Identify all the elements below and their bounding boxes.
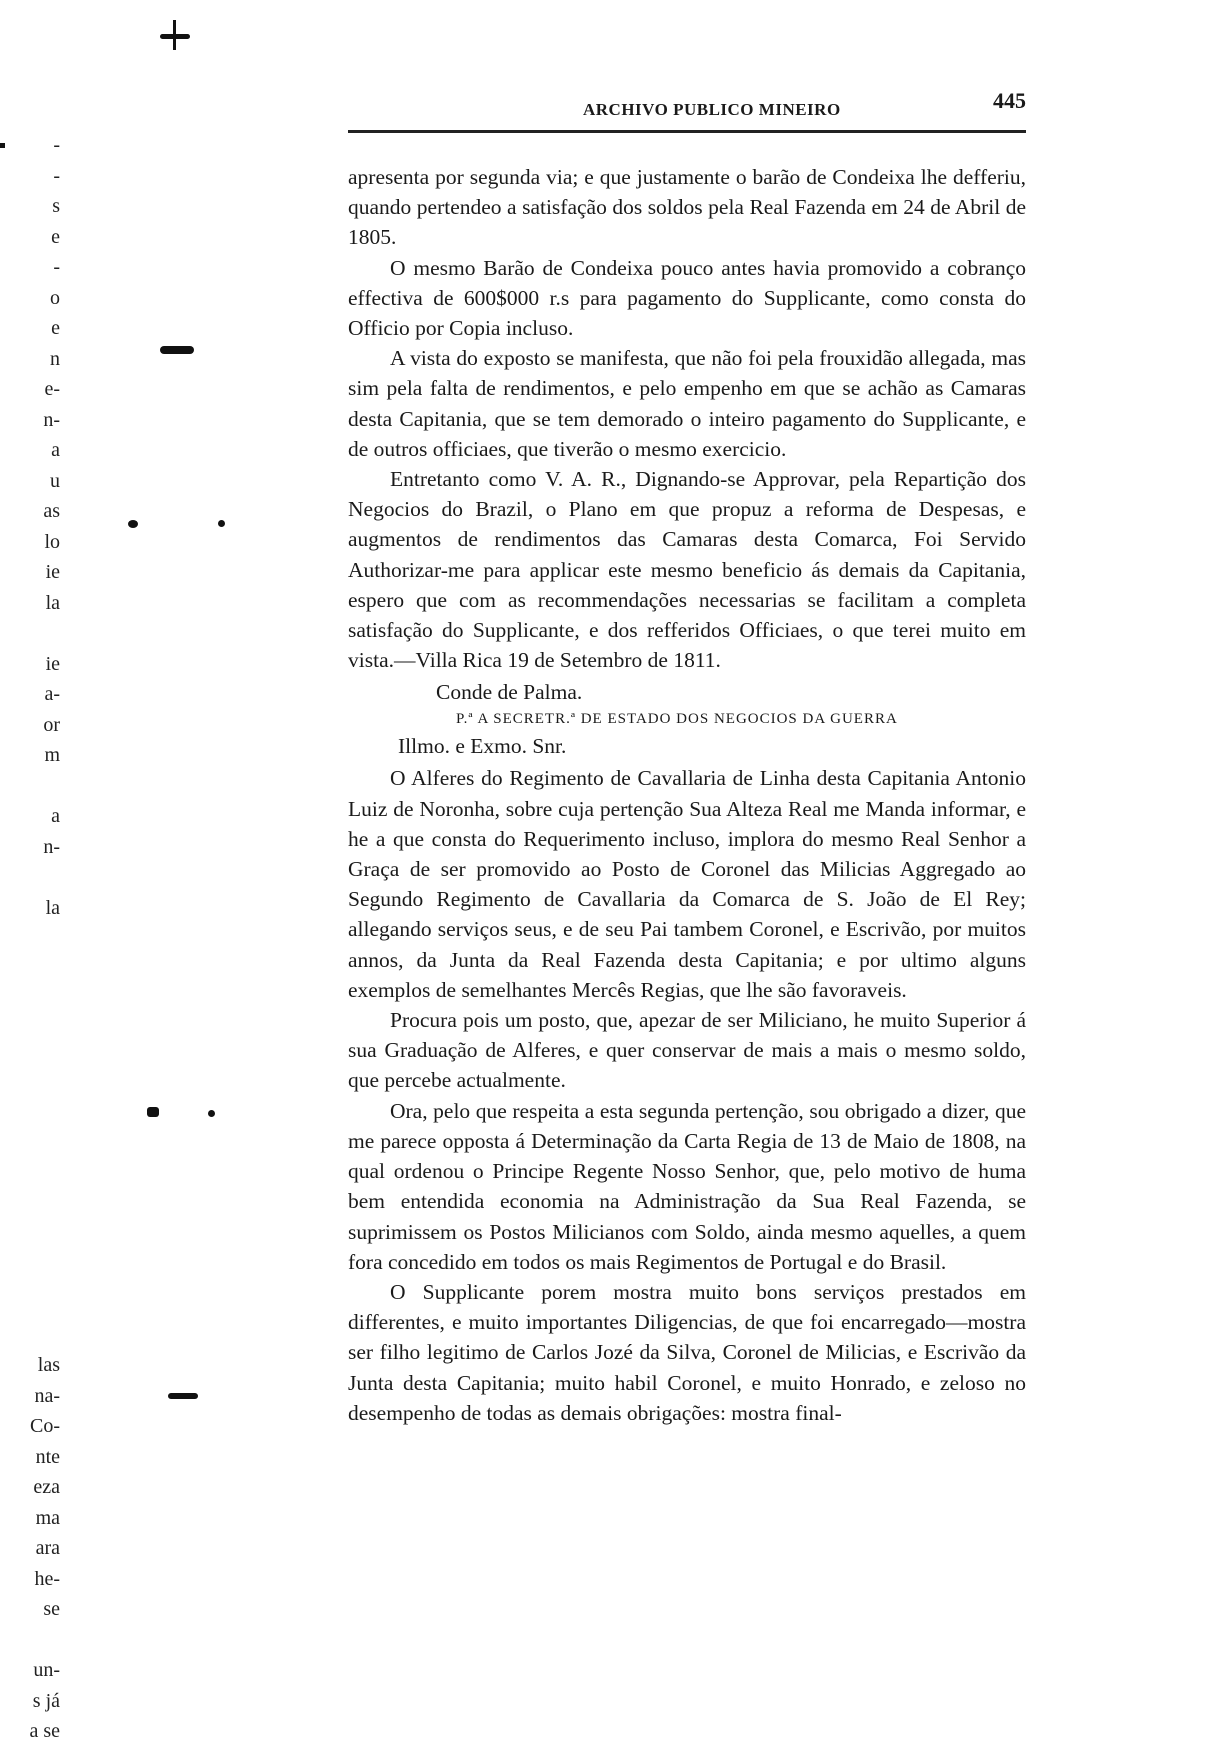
- margin-fragment: as: [43, 500, 60, 522]
- scan-speck: [128, 520, 138, 528]
- margin-fragment: s já: [32, 1689, 60, 1712]
- margin-fragment: or: [43, 713, 60, 736]
- margin-fragment: [0, 1320, 60, 1351]
- margin-fragment: [0, 1045, 60, 1076]
- margin-fragment: n-: [43, 835, 60, 858]
- scan-speck: [208, 1110, 215, 1117]
- margin-fragment: e-: [44, 378, 60, 400]
- margin-fragment: las: [37, 1354, 60, 1376]
- signature: Conde de Palma.: [436, 680, 583, 705]
- margin-fragment: [0, 1137, 60, 1168]
- margin-fragment: ie: [45, 561, 60, 583]
- margin-fragment: ma: [35, 1506, 60, 1529]
- margin-fragment: [0, 1228, 60, 1259]
- salutation: Illmo. e Exmo. Snr.: [398, 734, 567, 759]
- left-margin-fragments: [0, 130, 60, 1747]
- margin-fragment: Co-: [30, 1415, 60, 1437]
- margin-fragment: nte: [35, 1445, 60, 1468]
- margin-fragment: [0, 1198, 60, 1229]
- margin-fragment: [0, 1076, 60, 1107]
- margin-fragment: s: [52, 195, 60, 217]
- margin-fragment: se: [43, 1598, 60, 1620]
- margin-fragment: o: [50, 286, 60, 309]
- margin-fragment: [0, 1167, 60, 1198]
- margin-fragment: eza: [33, 1476, 60, 1498]
- page-number: 445: [993, 88, 1026, 113]
- margin-fragment: a se: [29, 1720, 60, 1742]
- scan-speck: [173, 20, 176, 50]
- section-title: P.ª A SECRETR.ª DE ESTADO DOS NEGOCIOS DA GUERRA: [456, 711, 898, 728]
- margin-fragment: [0, 1259, 60, 1290]
- page-header: [348, 86, 1026, 130]
- margin-fragment: u: [50, 469, 60, 492]
- margin-fragment: a-: [44, 683, 60, 705]
- paragraph: apresenta por segunda via; e que justamente o barão de Condeixa lhe defferiu, quando pertendeo a satisfação dos soldos pela Real Fazenda em 24 de Abril de 1805.: [348, 165, 1026, 250]
- margin-fragment: ie: [45, 652, 60, 675]
- margin-fragment: [0, 862, 60, 893]
- margin-fragment: un-: [33, 1659, 60, 1681]
- scan-speck: [218, 520, 225, 527]
- margin-fragment: [0, 923, 60, 954]
- scan-speck: [168, 1393, 198, 1399]
- margin-fragment: [0, 984, 60, 1015]
- margin-fragment: n: [50, 347, 60, 370]
- margin-fragment: -: [53, 134, 60, 156]
- margin-fragment: [0, 1625, 60, 1656]
- margin-fragment: e: [51, 317, 60, 339]
- scan-speck: [0, 143, 5, 148]
- paragraph: O Supplicante porem mostra muito bons serviços prestados em differentes, e muito importantes Diligencias, de que foi encarregado—mostra ser filho legitimo de Carlos Jozé da Silva, Coronel de Milicias, e Escrivão da Junta desta Capitania; muito habil Coronel, e muito Honrado, e zeloso no desempenho de todas as demais obrigações: mostra final-: [348, 1279, 1026, 1425]
- paragraph: Ora, pelo que respeita a esta segunda pertenção, sou obrigado a dizer, que me parece opposta á Determinação da Carta Regia de 13 de Maio de 1808, na qual ordenou o Principe Regente Nosso Senhor, que, pelo motivo de huma bem entendida economia na Administração da Sua Real Fazenda, se suprimissem os Postos Milicianos com Soldo, ainda mesmo aquelles, a quem fora concedido em todos os mais Regimentos de Portugal e do Brasil.: [348, 1098, 1026, 1274]
- margin-fragment: n-: [43, 408, 60, 431]
- margin-fragment: [0, 771, 60, 802]
- margin-fragment: [0, 1015, 60, 1046]
- paragraph: O mesmo Barão de Condeixa pouco antes havia promovido a cobranço effectiva de 600$000 r.s para pagamento do Supplicante, como consta do Officio por Copia incluso.: [348, 255, 1026, 341]
- paragraph: O Alferes do Regimento de Cavallaria de Linha desta Capitania Antonio Luiz de Noronha, sobre cuja pertenção Sua Alteza Real me Manda informar, e he a que consta do Requerimento incluso, implora do mesmo Real Senhor a Graça de ser promovido ao Posto de Coronel das Milicias Aggregado ao Segundo Regimento de Cavallaria da Comarca de S. João de El Rey; allegando serviços seus, e de seu Pai tambem Coronel, e Escrivão, por muitos annos, da Junta da Real Fazenda desta Capitania; e por ultimo alguns exemplos de semelhantes Mercês Regias, que lhe são favoraveis.: [348, 766, 1026, 1002]
- margin-fragment: -: [53, 256, 60, 278]
- paragraph: Entretanto como V. A. R., Dignando-se Approvar, pela Repartição dos Negocios do Brazil, o Plano em que propuz a reforma de Despesas, e augmentos de rendimentos das Camaras desta Comarca, Foi Servido Authorizar-me para applicar este mesmo beneficio ás demais da Capitania, espero que com as recommendações necessarias se facilitam a completa satisfação do Supplicante, e dos refferidos Officiaes, o que terei muito em vista.—Villa Rica 19 de Setembro de 1811.: [348, 467, 1026, 673]
- margin-fragment: e: [51, 225, 60, 248]
- scan-speck: [147, 1107, 159, 1117]
- margin-fragment: -: [53, 164, 60, 187]
- scan-speck: [160, 346, 194, 354]
- paragraph: A vista do exposto se manifesta, que não foi pela frouxidão allegada, mas sim pela falta de rendimentos, e pelo empenho em que se achão as Camaras desta Capitania, que se tem demorado o inteiro pagamento do Supplicante, e de outros officiaes, que tiverão o mesmo exercicio.: [348, 346, 1026, 461]
- margin-fragment: la: [45, 591, 60, 614]
- margin-fragment: ara: [35, 1537, 60, 1559]
- margin-fragment: a: [51, 439, 60, 461]
- margin-fragment: la: [45, 896, 60, 919]
- margin-fragment: lo: [44, 530, 60, 553]
- paragraph: Procura pois um posto, que, apezar de ser Miliciano, he muito Superior á sua Graduação de Alferes, e quer conservar de mais a mais o mesmo soldo, que percebe actualmente.: [348, 1008, 1026, 1093]
- margin-fragment: [0, 954, 60, 985]
- margin-fragment: [0, 1106, 60, 1137]
- margin-fragment: [0, 1289, 60, 1320]
- page-body: [348, 162, 1026, 1428]
- margin-fragment: he-: [34, 1567, 60, 1590]
- margin-fragment: m: [44, 744, 60, 766]
- margin-fragment: na-: [34, 1384, 60, 1407]
- margin-fragment: [0, 618, 60, 649]
- running-head: ARCHIVO PUBLICO MINEIRO: [583, 100, 841, 119]
- margin-fragment: a: [51, 805, 60, 827]
- header-rule: [348, 130, 1026, 133]
